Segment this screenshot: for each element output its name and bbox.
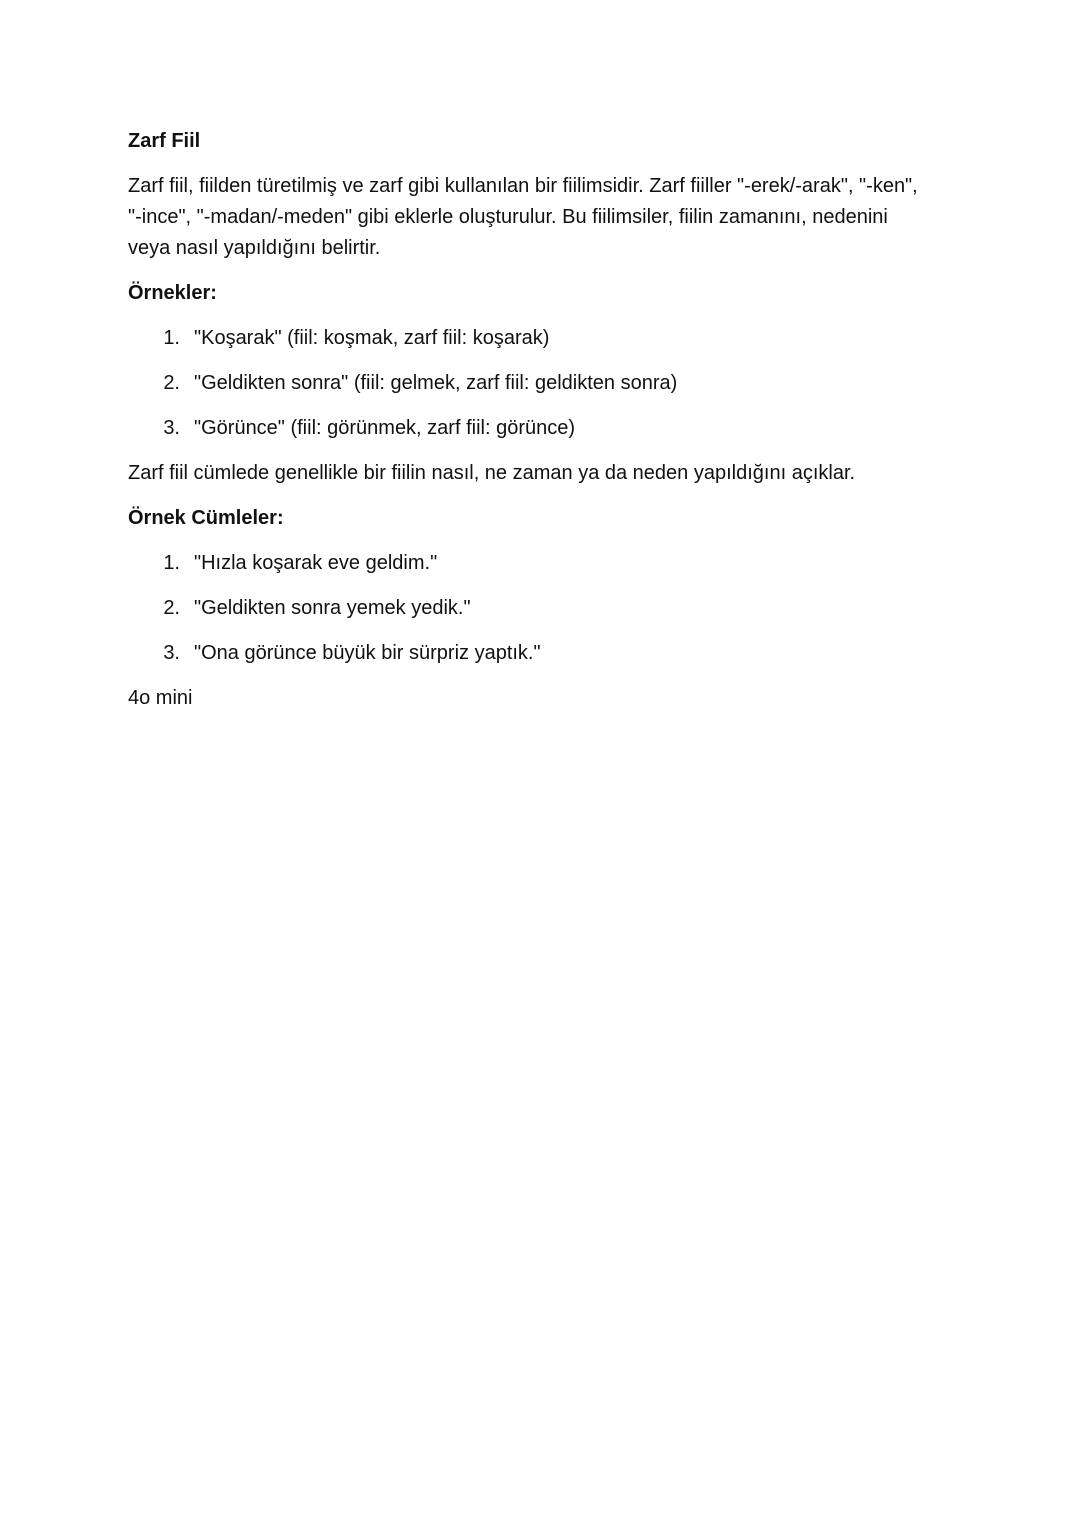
list-item-text: "Koşarak" (fiil: koşmak, zarf fiil: koşarak) bbox=[194, 327, 550, 349]
list-item-text: "Geldikten sonra yemek yedik." bbox=[194, 597, 471, 619]
sentences-list bbox=[128, 548, 928, 668]
list-number: 3. bbox=[163, 642, 180, 664]
examples-heading: Örnekler: bbox=[128, 282, 217, 304]
list-item bbox=[128, 413, 928, 443]
examples-list bbox=[128, 323, 928, 443]
list-item bbox=[128, 548, 928, 578]
list-number: 3. bbox=[163, 417, 180, 439]
list-item bbox=[128, 593, 928, 623]
list-number: 2. bbox=[163, 597, 180, 619]
list-item-text: "Görünce" (fiil: görünmek, zarf fiil: görünce) bbox=[194, 417, 576, 439]
model-note: 4o mini bbox=[128, 687, 193, 709]
intro-paragraph: Zarf fiil, fiilden türetilmiş ve zarf gibi kullanılan bir fiilimsidir. Zarf fiiller "-erek/-arak", "-ken", "-ince", "-madan/-meden" gibi eklerle oluşturulur. Bu fiilimsiler, fiilin zamanını, nedenini veya nasıl yapıldığını belirtir. bbox=[128, 175, 918, 259]
explanation-paragraph: Zarf fiil cümlede genellikle bir fiilin nasıl, ne zaman ya da neden yapıldığını açıklar. bbox=[128, 462, 856, 484]
list-item-text: "Geldikten sonra" (fiil: gelmek, zarf fiil: geldikten sonra) bbox=[194, 372, 678, 394]
list-item-text: "Ona görünce büyük bir sürpriz yaptık." bbox=[194, 642, 541, 664]
list-item-text: "Hızla koşarak eve geldim." bbox=[194, 552, 438, 574]
document-content bbox=[128, 126, 928, 713]
list-number: 1. bbox=[163, 552, 180, 574]
list-number: 1. bbox=[163, 327, 180, 349]
list-item bbox=[128, 638, 928, 668]
list-item bbox=[128, 323, 928, 353]
list-item bbox=[128, 368, 928, 398]
list-number: 2. bbox=[163, 372, 180, 394]
sentences-heading: Örnek Cümleler: bbox=[128, 507, 284, 529]
page-title: Zarf Fiil bbox=[128, 130, 201, 152]
